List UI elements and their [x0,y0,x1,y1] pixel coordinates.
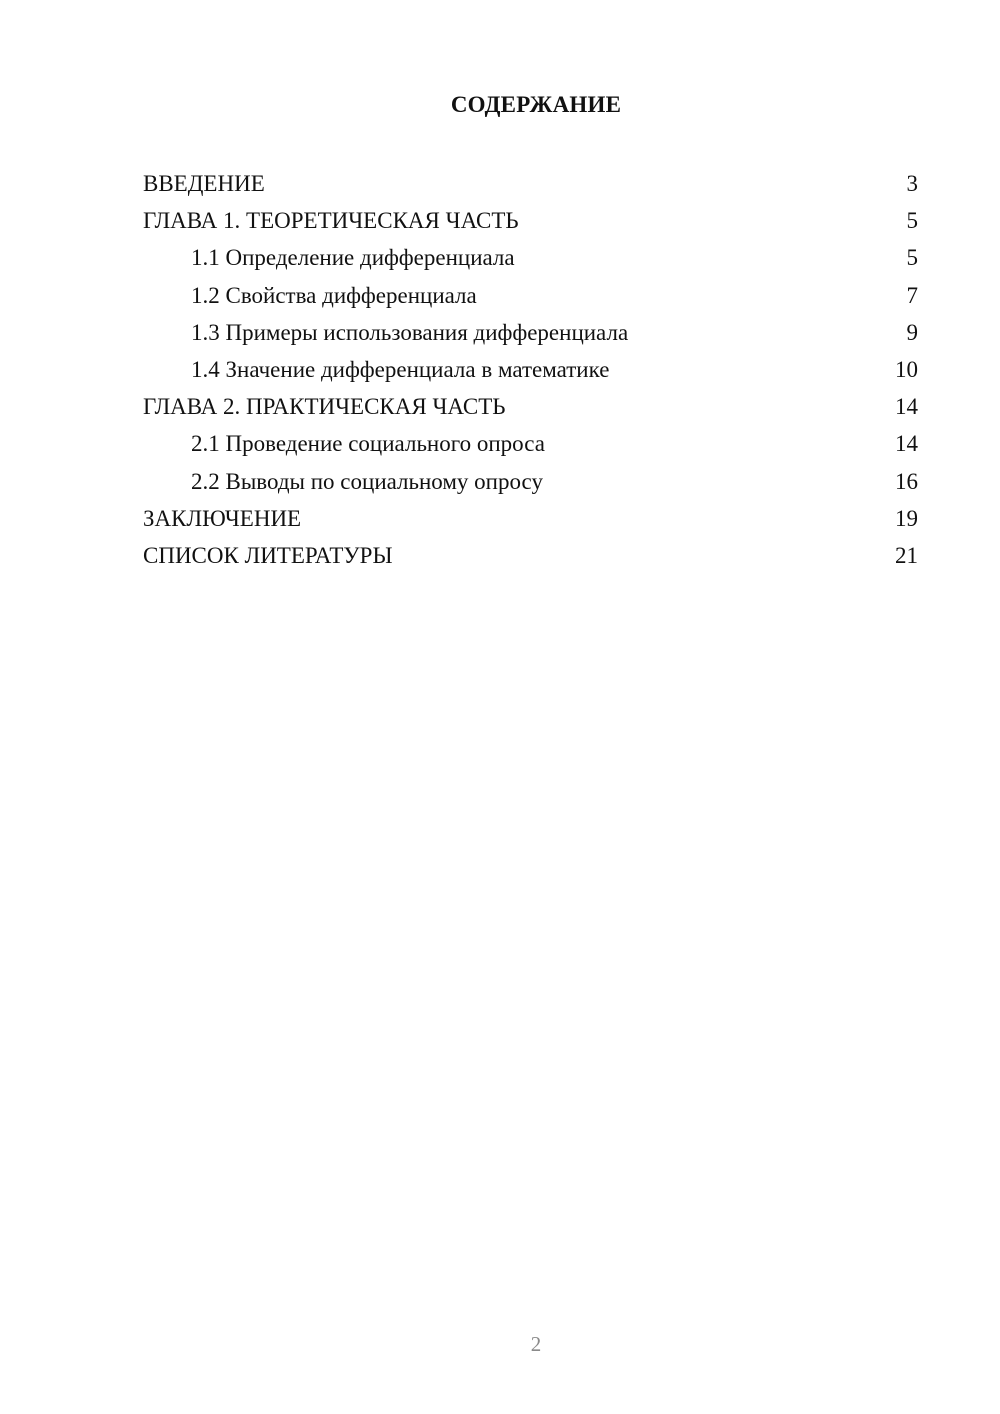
toc-entry [143,425,918,462]
toc-entry-label: 1.2 Свойства дифференциала [191,282,477,308]
toc-entry-label: 2.2 Выводы по социальному опросу [191,468,543,494]
toc-entry-page: 10 [895,356,918,382]
toc-entry-page: 21 [895,542,918,568]
toc-entry [143,165,918,202]
toc-entry [143,463,918,500]
toc-entry-label: 1.3 Примеры использования дифференциала [191,319,629,345]
toc-entry-label: ВВЕДЕНИЕ [143,171,265,196]
table-of-contents [143,165,918,574]
toc-entry-page: 16 [895,468,918,494]
toc-entry-label: ГЛАВА 1. ТЕОРЕТИЧЕСКАЯ ЧАСТЬ [143,208,519,234]
page-number: 2 [530,1332,542,1356]
toc-entry-page: 14 [895,394,918,420]
toc-entry-page: 14 [895,431,918,457]
toc-entry [143,388,918,425]
toc-entry [143,277,918,314]
toc-entry [143,500,918,537]
toc-entry-page: 3 [906,171,918,196]
toc-entry-page: 19 [895,505,918,531]
toc-entry-label: 2.1 Проведение социального опроса [191,431,545,457]
toc-entry [143,351,918,388]
toc-entry-label: 1.1 Определение дифференциала [191,245,515,271]
toc-entry [143,239,918,276]
toc-entry-label: ГЛАВА 2. ПРАКТИЧЕСКАЯ ЧАСТЬ [143,394,506,420]
toc-entry-page: 5 [906,245,918,271]
toc-entry [143,202,918,239]
toc-entry-page: 5 [906,208,918,234]
page-title: СОДЕРЖАНИЕ [450,92,622,117]
toc-entry-label: 1.4 Значение дифференциала в математике [191,356,610,382]
toc-entry-label: СПИСОК ЛИТЕРАТУРЫ [143,542,393,568]
toc-entry-page: 7 [906,282,918,308]
toc-entry [143,537,918,574]
toc-entry-page: 9 [906,319,918,345]
toc-entry [143,314,918,351]
toc-entry-label: ЗАКЛЮЧЕНИЕ [143,505,302,531]
